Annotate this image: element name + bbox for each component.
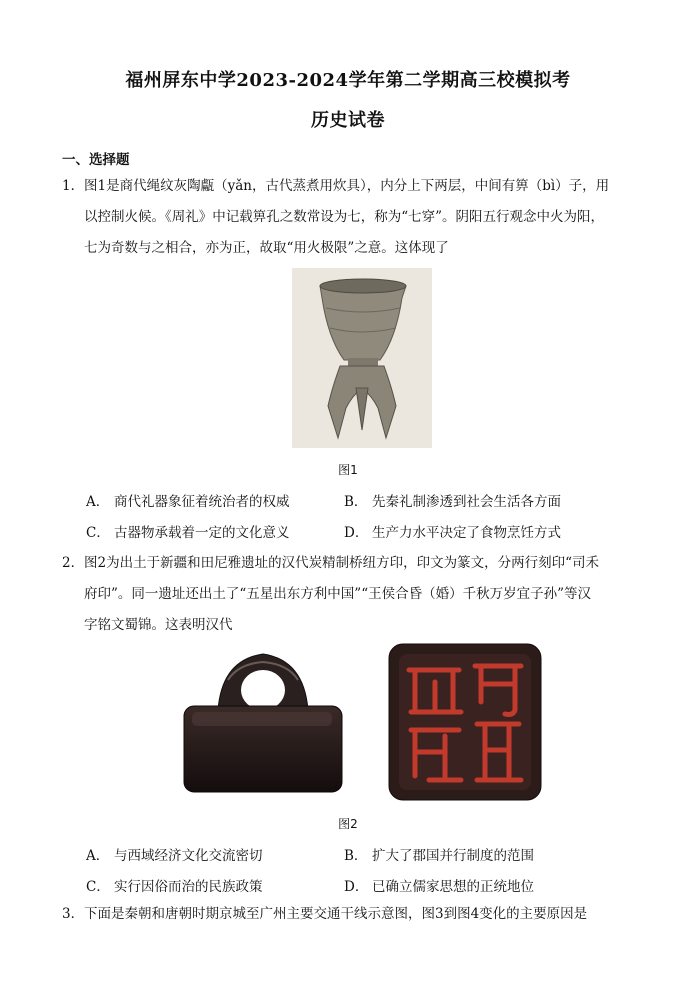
question-line: 图1是商代绳纹灰陶甗（yǎn，古代蒸煮用炊具），内分上下两层，中间有箅（bì）子，用	[84, 178, 610, 194]
question-number: 3．	[62, 906, 85, 922]
option-2d: D． 已确立儒家思想的正统地位	[344, 879, 534, 895]
figure-2-seal-face	[385, 640, 545, 805]
option-1a: A． 商代礼器象征着统治者的权威	[86, 494, 290, 510]
han-seal-icon	[178, 640, 348, 805]
option-1d: D． 生产力水平决定了食物烹饪方式	[344, 525, 561, 541]
question-line: 下面是秦朝和唐朝时期京城至广州主要交通干线示意图，图3到图4变化的主要原因是	[84, 906, 588, 922]
figure-1-image	[292, 268, 432, 448]
question-line: 图2为出土于新疆和田尼雅遗址的汉代炭精制桥纽方印，印文为篆文，分两行刻印“司禾	[84, 555, 599, 571]
option-2b: B． 扩大了郡国并行制度的范围	[344, 848, 534, 864]
question-3	[62, 899, 638, 930]
question-line: 府印”。同一遗址还出土了“五星出东方利中国”“王侯合昏（婚）千秋万岁宜子孙”等汉	[84, 586, 592, 602]
section-heading: 一、选择题	[62, 152, 130, 168]
option-2c: C． 实行因俗而治的民族政策	[86, 879, 263, 895]
exam-title: 福州屏东中学2023-2024学年第二学期高三校模拟考	[125, 70, 571, 91]
seal-face-icon	[385, 640, 545, 805]
question-2	[62, 548, 638, 641]
option-2a: A． 与西域经济文化交流密切	[86, 848, 263, 864]
figure-1-caption: 图1	[338, 463, 358, 477]
question-1	[62, 171, 638, 264]
question-line: 字铭文蜀锦。这表明汉代	[84, 617, 233, 633]
question-number: 2．	[62, 555, 85, 571]
question-line: 以控制火候。《周礼》中记载箅孔之数常设为七，称为“七穿”。阴阳五行观念中火为阳，	[84, 209, 605, 225]
pottery-yan-vessel-icon	[292, 268, 432, 448]
figure-2-caption: 图2	[338, 817, 358, 831]
option-1b: B． 先秦礼制渗透到社会生活各方面	[344, 494, 561, 510]
exam-subtitle: 历史试卷	[311, 110, 385, 131]
option-1c: C． 古器物承载着一定的文化意义	[86, 525, 290, 541]
figure-2-seal-side	[178, 640, 348, 805]
question-number: 1．	[62, 178, 85, 194]
question-line: 七为奇数与之相合，亦为正，故取“用火极限”之意。这体现了	[84, 240, 449, 256]
